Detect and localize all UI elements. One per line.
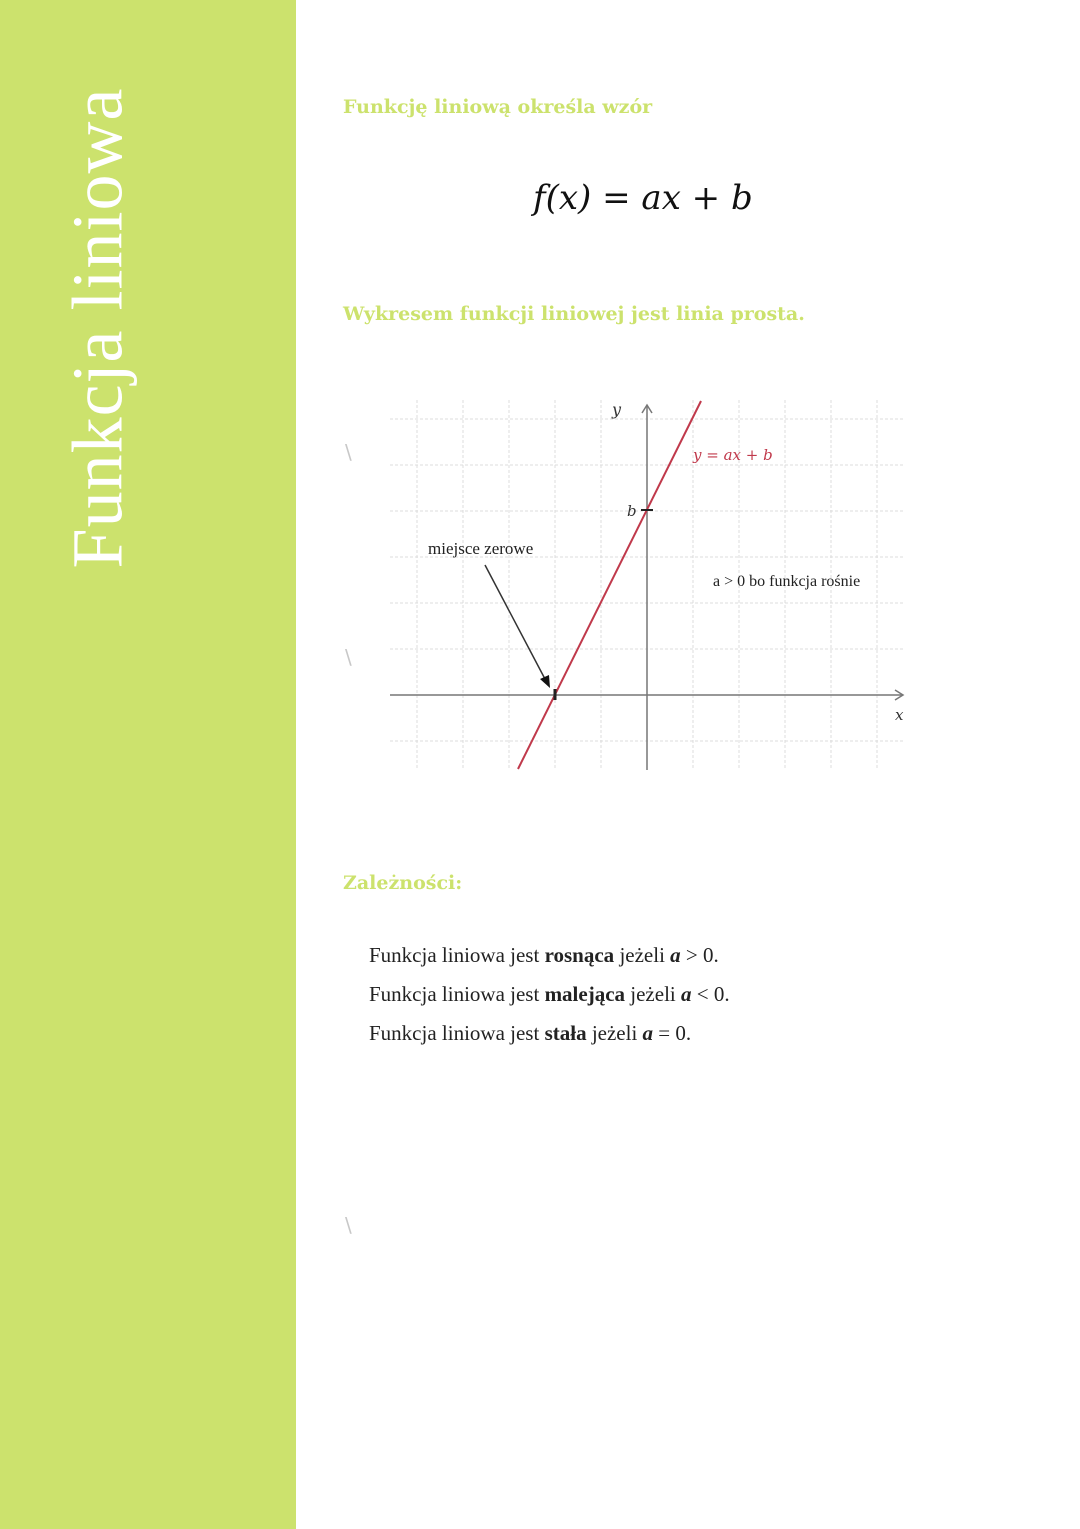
- formula-heading: Funkcję liniową określa wzór: [343, 96, 653, 118]
- rule-relation: = 0.: [653, 1021, 692, 1045]
- rule-variable: a: [670, 943, 681, 967]
- graph-heading: Wykresem funkcji liniowej jest linia prosta.: [343, 303, 805, 325]
- rule-keyword: malejąca: [544, 982, 626, 1006]
- rule-variable: a: [642, 1021, 654, 1045]
- rule-text: Funkcja liniowa jest: [369, 982, 545, 1006]
- zero-pointer-arrow: [485, 565, 545, 679]
- formula-rhs: ax + b: [641, 178, 753, 218]
- rule-text: jeżeli: [614, 943, 671, 967]
- growth-condition-label: a > 0 bo funkcja rośnie: [713, 573, 861, 590]
- rule-text: Funkcja liniowa jest: [369, 943, 545, 967]
- rule-relation: < 0.: [691, 982, 730, 1006]
- line-equation-label: y = ax + b: [693, 446, 773, 464]
- rule-variable: a: [681, 982, 692, 1006]
- zero-pointer-arrowhead: [540, 675, 550, 688]
- rule-keyword: rosnąca: [544, 943, 615, 967]
- dependencies-heading: Zależności:: [343, 872, 463, 894]
- rule-decreasing: [369, 982, 730, 1021]
- rule-text: Funkcja liniowa jest: [369, 1021, 545, 1045]
- zero-place-label: miejsce zerowe: [428, 539, 534, 558]
- sidebar: [0, 0, 296, 1529]
- rule-text: jeżeli: [625, 982, 681, 1006]
- decor-slash: \: [345, 1213, 352, 1237]
- rules-list: [369, 943, 730, 1060]
- formula-equals: =: [602, 178, 631, 218]
- rule-keyword: stała: [544, 1021, 587, 1045]
- linear-function-graph: [385, 395, 915, 775]
- rule-text: jeżeli: [586, 1021, 643, 1045]
- rule-constant: [369, 1021, 730, 1060]
- x-axis-label: x: [895, 706, 904, 724]
- decor-slash: \: [345, 440, 352, 464]
- b-label: b: [627, 502, 637, 520]
- linear-function-formula: [533, 178, 753, 218]
- y-axis-label: y: [612, 400, 622, 419]
- decor-slash: \: [345, 645, 352, 669]
- formula-lhs: f(x): [533, 178, 592, 218]
- rule-relation: > 0.: [680, 943, 719, 967]
- page-title: Funkcja liniowa: [57, 87, 138, 569]
- function-line: [518, 401, 701, 769]
- rule-increasing: [369, 943, 730, 982]
